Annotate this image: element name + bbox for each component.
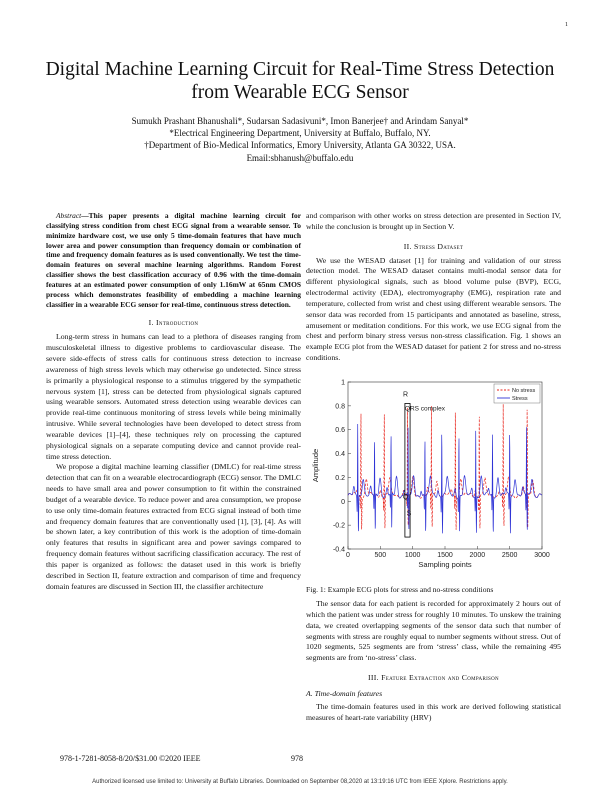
q-point-label: Q <box>402 493 409 501</box>
license-footer: Authorized licensed use limited to: University at Buffalo Libraries. Downloaded on September 08,2020 at 13:19:16 UTC from IEEE Xplore. Restrictions apply. <box>92 779 508 785</box>
dataset-paragraph-1: We use the WESAD dataset [1] for training and validation of our stress detection model. The WESAD dataset contains multi-modal sensor data for different physiological signals, such as blood volume pulse (BVP), ECG, electrodermal activity (EDA), electromyography (EMG), respiration rate and temperature, collected from wrist and chest using different wearable sensors. The sensor data was recorded from 15 participants and annotated as baseline, stress, amusement or meditation conditions. For this work, we use ECG signal from the chest and perform binary stress versus non-stress classification. Fig. 1 shows an example ECG plot from the WESAD dataset for patient 2 for stress and no-stress conditions. <box>306 255 561 363</box>
author-email[interactable]: Email:sbhanush@buffalo.edu <box>246 152 354 163</box>
figure-1 <box>306 374 561 579</box>
y-tick-label: -0.4 <box>332 546 345 554</box>
intro-paragraph-2-cont: and comparison with other works on stress detection are presented in Section IV, while the conclusion is brought up in Section V. <box>306 211 561 231</box>
legend <box>494 384 540 403</box>
y-axis-label: Amplitude <box>311 448 320 483</box>
author-names: Sumukh Prashant Bhanushali*, Sudarsan Sadasivuni*, Imon Banerjee† and Arindam Sanyal* <box>131 116 469 126</box>
y-tick-label: 0.4 <box>335 451 345 459</box>
s-point-label: S <box>406 510 412 518</box>
r-peak-label: R <box>402 391 409 399</box>
page-number-bottom: 978 <box>291 754 303 763</box>
page-number-top: 1 <box>565 22 568 28</box>
x-tick-label: 1000 <box>404 551 421 559</box>
intro-paragraph-1: Long-term stress in humans can lead to a plethora of diseases ranging from musculoskeletal illness to digestive problems to cardiovascular disease. The severe side-effects of stress calls for continuous stress detection to increase awareness of high stress levels which may otherwise go undetected. Since stress is primarily a physiological response to a stimulus triggered by the sympathetic nervous system [1], stress can be detected from physiological signals captured using wearable sensors. Automated stress detection using wearable devices can provide real-time continuous monitoring of stress levels while being minimally intrusive. While several technologies have been developed to detect stress from wearable devices [1]–[4], these techniques rely on processing the captured physiological signals on a separate computing device and cannot provide real-time stress detection. <box>46 332 301 461</box>
right-column <box>306 211 561 723</box>
y-tick-label: 0.2 <box>335 474 345 482</box>
copyright-notice: 978-1-7281-8058-8/20/$31.00 ©2020 IEEE <box>60 754 201 763</box>
x-tick-label: 3000 <box>534 551 550 559</box>
features-paragraph-1: The time-domain features used in this work are derived following statistical measures of heart-rate variability (HRV) <box>306 701 561 722</box>
x-tick-label: 2000 <box>469 551 486 559</box>
author-block <box>40 115 560 164</box>
abstract-text: —This paper presents a digital machine learning circuit for classifying stress condition from chest ECG signal from a wearable sensor. To minimize hardware cost, we use only 5 time-domain features that have much lower area and power consumption than frequency domain or combination of time and frequency domain features as is used conventionally. We test the time-domain features on several machine learning algorithms. Random Forest classifier shows the best classification accuracy of 0.96 with the time-domain features at an estimated power consumption of only 1.16mW at 65nm CMOS process which demonstrates feasibility of embedding a machine learning classifier in a wearable ECG sensor for real-time, continuous stress detection. <box>46 211 301 309</box>
x-tick-label: 1500 <box>437 551 453 559</box>
section-2-heading: II. Stress Dataset <box>403 241 464 251</box>
y-tick-label: 1 <box>341 379 345 387</box>
y-tick-label: -0.2 <box>332 522 345 530</box>
section-1-heading: I. Introduction <box>148 318 199 328</box>
intro-paragraph-2: We propose a digital machine learning classifier (DMLC) for real-time stress detection that can fit on a wearable electrocardiograph (ECG) sensor. The DMLC needs to have small area and power consumption to fit within the constrained budget of a wearable device. To reduce power and area consumption, we propose to use only time-domain features extracted from ECG signal instead of both time and frequency domain features that are conventionally used [1], [3], [4]. As will be shown later, a key contribution of this work is the adoption of time-domain only features that results in significant area and power savings compared to frequency domain features without sacrificing classification accuracy. The rest of this paper is organized as follows: the dataset used in this work is briefly described in Section II, feature extraction and comparison of time and frequency domain features are discussed in Section III, the classifier architecture <box>46 462 301 591</box>
x-axis-label: Sampling points <box>418 559 472 569</box>
abstract-label: Abstract <box>56 211 82 220</box>
affiliation-2: †Department of Bio-Medical Informatics, Emory University, Atlanta GA 30322, USA. <box>144 140 456 151</box>
ecg-chart <box>306 374 561 579</box>
qrs-complex-label: QRS complex <box>404 405 446 413</box>
section-3-heading: III. Feature Extraction and Comparison <box>368 673 499 683</box>
section-3a-heading: A. Time-domain features <box>306 688 383 698</box>
legend-label: No stress <box>512 387 536 394</box>
x-tick-label: 500 <box>374 551 387 559</box>
legend-label: Stress <box>512 395 528 402</box>
affiliation-1: *Electrical Engineering Department, University at Buffalo, Buffalo, NY. <box>169 128 431 139</box>
x-tick-label: 2500 <box>501 551 518 559</box>
left-column <box>46 211 301 593</box>
dataset-paragraph-2: The sensor data for each patient is recorded for approximately 2 hours out of which the patient was under stress for roughly 10 minutes. To unskew the training data, we created overlapping segments of the sensor data such that number of segments with stress are roughly equal to number segments without stress. Out of 1020 segments, 525 segments are from ‘stress’ class, while the remaining 495 segments are from ‘no-stress’ class. <box>306 598 561 663</box>
figure-1-caption: Fig. 1: Example ECG plots for stress and no-stress conditions <box>306 584 494 594</box>
paper-title: Digital Machine Learning Circuit for Real-Time Stress Detection from Wearable ECG Sensor <box>45 59 555 103</box>
abstract <box>46 211 301 309</box>
y-tick-label: 0.8 <box>335 403 345 411</box>
y-tick-label: 0.6 <box>335 427 345 435</box>
x-tick-label: 0 <box>346 551 350 559</box>
y-tick-label: 0 <box>341 498 345 506</box>
